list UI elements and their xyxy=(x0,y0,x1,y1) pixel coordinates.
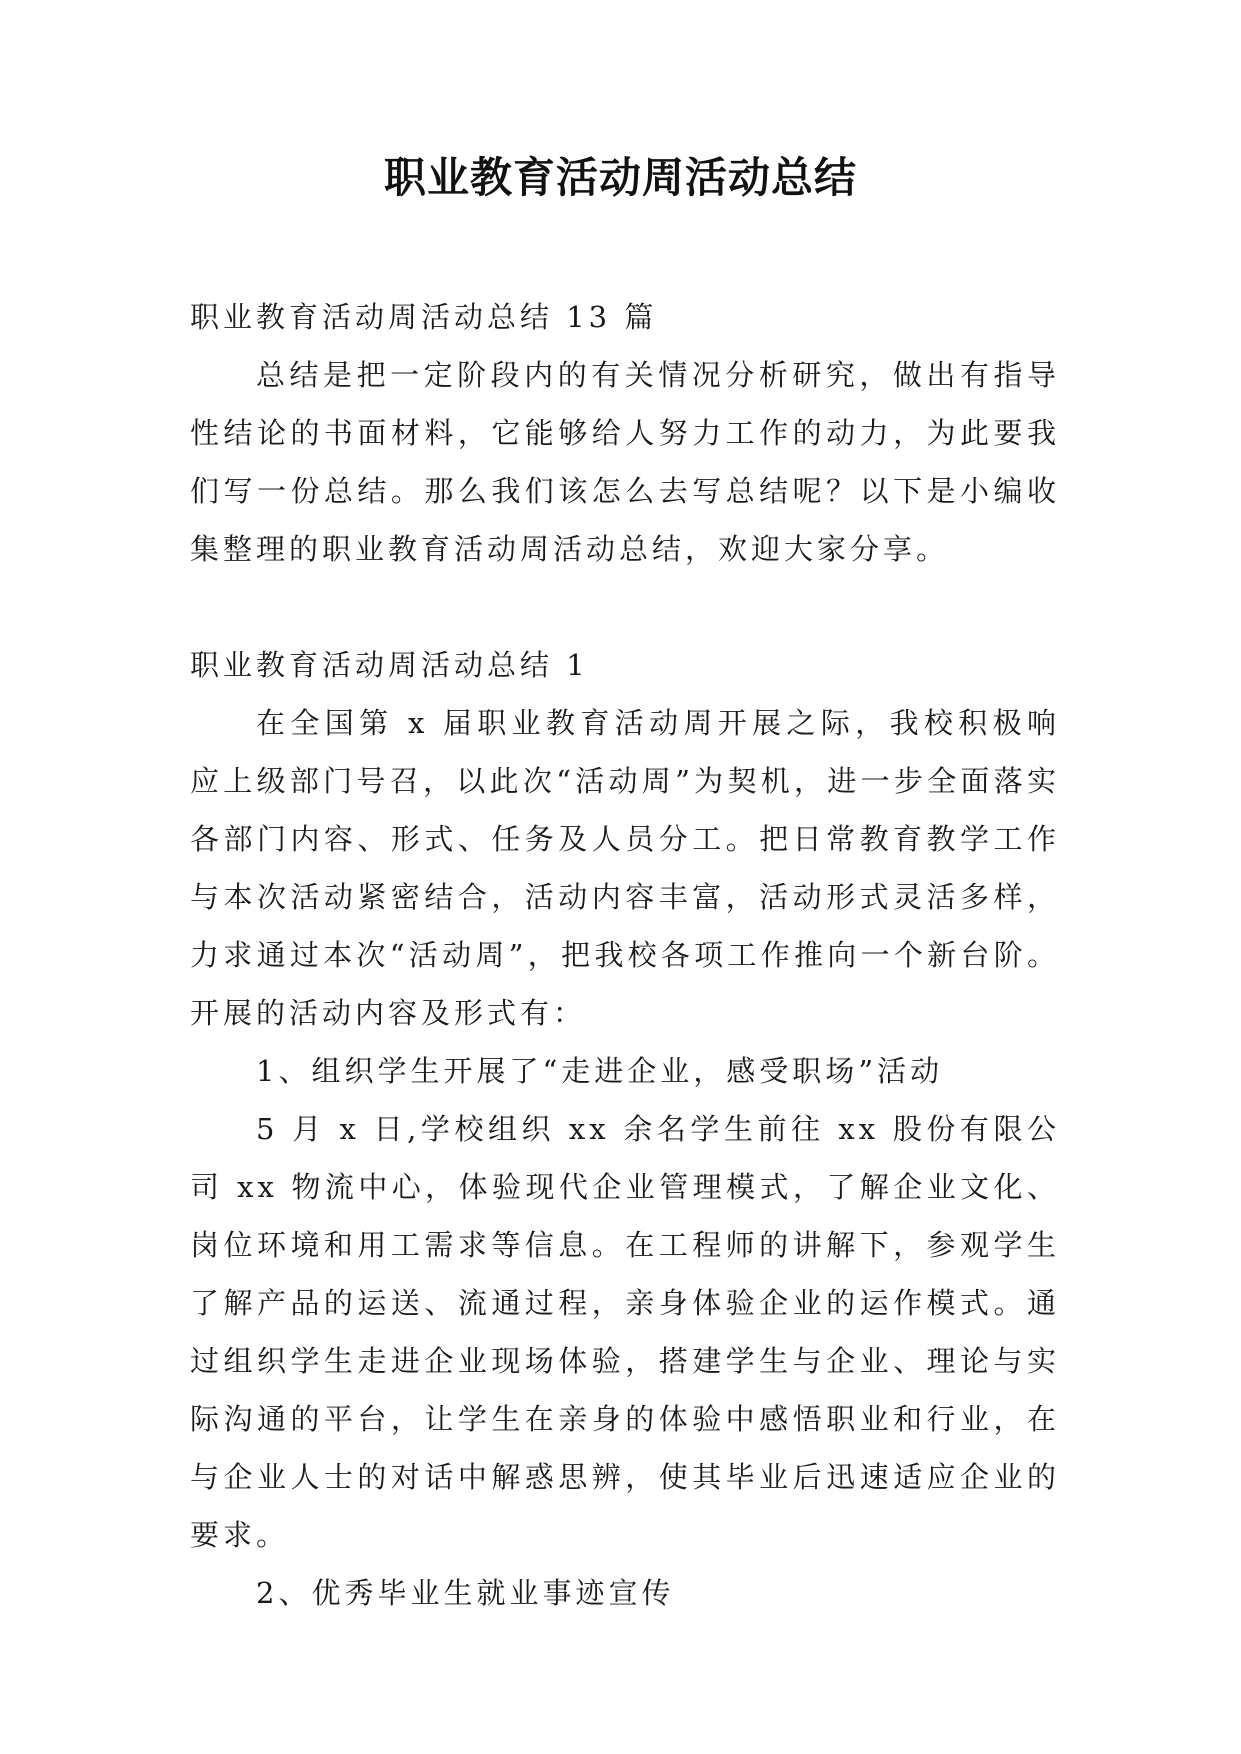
section-paragraph: 在全国第 x 届职业教育活动周开展之际，我校积极响应上级部门号召，以此次“活动周”为契机，进一步全面落实各部门内容、形式、任务及人员分工。把日常教育教学工作与本次活动紧密结合，活动内容丰富，活动形式灵活多样，力求通过本次“活动周”，把我校各项工作推向一个新台阶。开展的活动内容及形式有： xyxy=(190,706,1060,1030)
document-body xyxy=(190,288,1060,1622)
section-heading: 职业教育活动周活动总结 1 xyxy=(190,648,589,682)
intro-paragraph: 总结是把一定阶段内的有关情况分析研究，做出有指导性结论的书面材料，它能够给人努力工作的动力，为此要我们写一份总结。那么我们该怎么去写总结呢？以下是小编收集整理的职业教育活动周活动总结，欢迎大家分享。 xyxy=(190,358,1060,566)
document-title: 职业教育活动周活动总结 xyxy=(383,153,857,202)
paragraph-spacer xyxy=(190,578,1060,636)
item-title: 1、组织学生开展了“走进企业，感受职场”活动 xyxy=(256,1054,944,1088)
document-subtitle: 职业教育活动周活动总结 13 篇 xyxy=(190,300,658,334)
item-title: 2、优秀毕业生就业事迹宣传 xyxy=(256,1576,675,1610)
item-paragraph: 5 月 x 日,学校组织 xx 余名学生前往 xx 股份有限公司 xx 物流中心，体验现代企业管理模式，了解企业文化、岗位环境和用工需求等信息。在工程师的讲解下，参观学生了解产品的运送、流通过程，亲身体验企业的运作模式。通过组织学生走进企业现场体验，搭建学生与企业、理论与实际沟通的平台，让学生在亲身的体验中感悟职业和行业，在与企业人士的对话中解惑思辨，使其毕业后迅速适应企业的要求。 xyxy=(190,1112,1060,1552)
